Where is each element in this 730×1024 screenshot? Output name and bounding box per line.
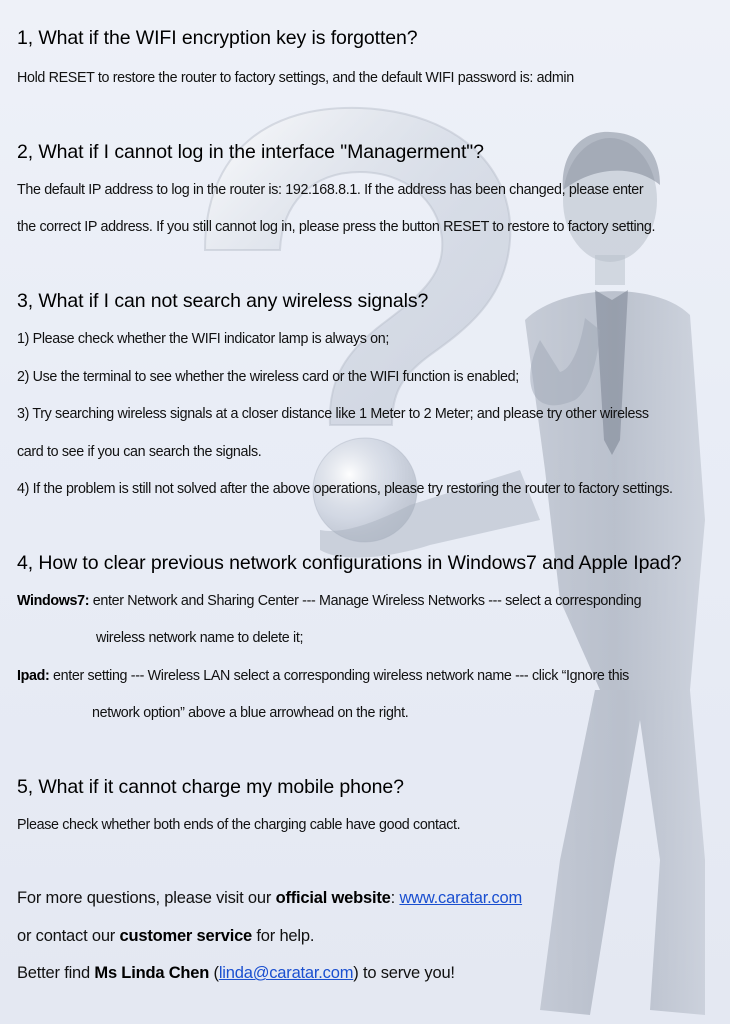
email-link[interactable]: linda@caratar.com	[218, 964, 354, 982]
footer-find-text: Better find	[17, 964, 95, 982]
footer-visit-text: For more questions, please visit our	[17, 889, 276, 907]
ipad-text-1: enter setting --- Wireless LAN select a corresponding wireless network name --- click “Ignore this	[49, 668, 629, 684]
ipad-label: Ipad:	[17, 668, 50, 684]
official-website-label: official website	[275, 889, 391, 907]
section-3-line-1: 1) Please check whether the WIFI indicator lamp is always on;	[17, 331, 389, 347]
footer-help-text: for help.	[252, 927, 315, 945]
windows7-label: Windows7:	[17, 593, 90, 609]
section-1-line-1: Hold RESET to restore the router to factory settings, and the default WIFI password is: admin	[17, 70, 574, 86]
footer-contact-text: or contact our	[17, 927, 120, 945]
website-link[interactable]: www.caratar.com	[399, 889, 523, 907]
section-3-line-2: 2) Use the terminal to see whether the wireless card or the WIFI function is enabled;	[17, 369, 519, 385]
section-2-line-2: the correct IP address. If you still cannot log in, please press the button RESET to restore to factory setting.	[17, 219, 656, 235]
footer-open-paren: (	[209, 964, 219, 982]
section-4-ipad-line-1	[17, 668, 629, 684]
section-3-line-3: 3) Try searching wireless signals at a closer distance like 1 Meter to 2 Meter; and please try other wireless	[17, 406, 649, 422]
footer-colon: :	[390, 889, 400, 907]
contact-person-name: Ms Linda Chen	[94, 964, 210, 982]
section-4-windows-line-2: wireless network name to delete it;	[96, 630, 304, 646]
section-4-windows-line-1	[17, 593, 641, 609]
footer-line-1	[17, 889, 522, 908]
section-2-title: 2, What if I cannot log in the interface "Managerment"?	[17, 141, 484, 163]
section-3-line-5: 4) If the problem is still not solved after the above operations, please try restoring the router to factory settings.	[17, 481, 673, 497]
windows7-text-1: enter Network and Sharing Center --- Manage Wireless Networks --- select a corresponding	[89, 593, 642, 609]
section-2-line-1: The default IP address to log in the router is: 192.168.8.1. If the address has been changed, please enter	[17, 182, 644, 198]
section-4-title: 4, How to clear previous network configurations in Windows7 and Apple Ipad?	[17, 552, 682, 574]
footer-serve-text: ) to serve you!	[353, 964, 455, 982]
footer-line-3	[17, 964, 455, 983]
section-1-title: 1, What if the WIFI encryption key is forgotten?	[17, 27, 418, 49]
section-4-ipad-line-2: network option” above a blue arrowhead on the right.	[92, 705, 409, 721]
section-5-line-1: Please check whether both ends of the charging cable have good contact.	[17, 817, 461, 833]
section-3-title: 3, What if I can not search any wireless signals?	[17, 290, 429, 312]
section-5-title: 5, What if it cannot charge my mobile phone?	[17, 776, 404, 798]
footer-line-2	[17, 927, 314, 946]
section-3-line-4: card to see if you can search the signals.	[17, 444, 262, 460]
customer-service-label: customer service	[119, 927, 253, 945]
